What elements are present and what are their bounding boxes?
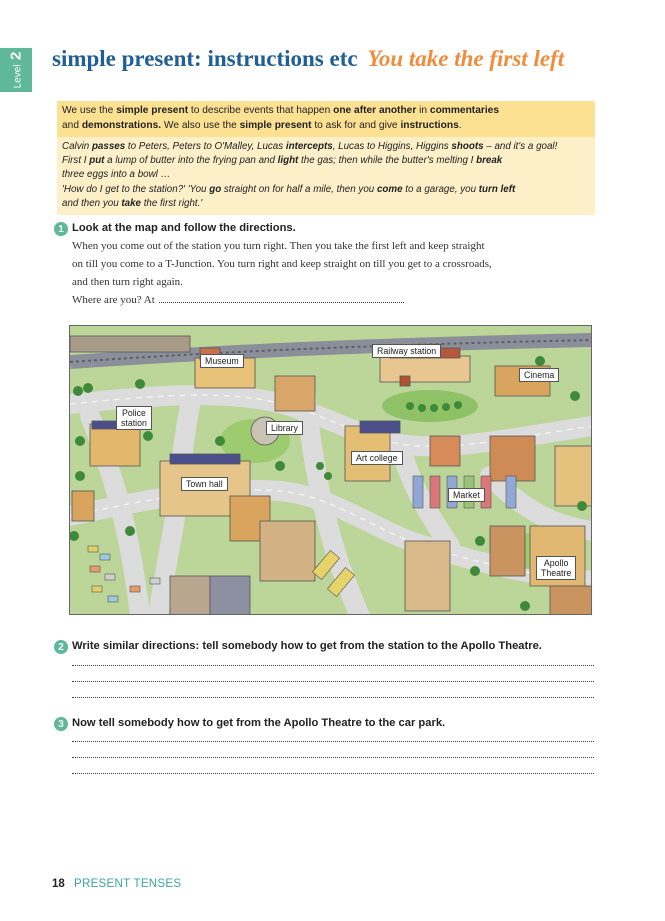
exercise-1-line: When you come out of the station you turn right. Then you take the first left and keep straight [72,240,485,252]
level-tab [0,48,32,92]
exercise-3-title: Now tell somebody how to get from the Apollo Theatre to the car park. [72,717,446,729]
text-run: to describe events that happen [188,105,334,116]
rule-line-1 [62,104,590,119]
emphasis-text: one after another [333,105,417,116]
text-run: and then you [62,197,122,209]
map-illustration [70,326,592,615]
answer-line[interactable] [72,772,594,774]
emphasis-text: demonstrations. [81,119,162,131]
exercise-1-number: 1 [54,222,68,236]
map-label-market: Market [448,488,485,502]
emphasis-text: put [89,155,105,167]
emphasis-text: come [376,183,403,195]
section-name: PRESENT TENSES [74,878,182,890]
text-run: a lump of butter into the frying pan and [104,155,278,167]
emphasis-text: turn left [478,183,516,195]
exercise-1-line: on till you come to a T-Junction. You turn right and keep straight on till you get to a crossroads, [72,258,492,271]
exercise-1-instructions [72,237,602,292]
text-run: Calvin [62,141,92,152]
text-run: to a garage, you [402,183,479,195]
answer-line[interactable] [72,664,594,666]
map-label-town-hall: Town hall [181,477,228,491]
emphasis-text: instructions [400,119,459,131]
text-run: 'How do I get to the station?' 'You [62,183,210,195]
text-run: in [416,105,430,116]
title-subtitle: You take the first left [367,46,565,71]
answer-blank[interactable] [159,294,404,303]
text-run: the first right.' [140,197,203,209]
map-label-library: Library [266,421,303,435]
example-line [62,154,590,168]
rule-examples [57,137,595,215]
police-label-line: station [121,418,147,428]
text-run: the gas; then while the butter's melting I [298,155,477,167]
text-run: three eggs into a bowl … [62,169,171,181]
answer-line[interactable] [72,740,594,742]
emphasis-text: break [476,155,503,167]
grammar-rule-box [57,101,595,215]
rule-explanation [57,101,595,137]
map-label-railway-station: Railway station [372,344,441,358]
map-label-apollo-theatre [536,556,576,580]
level-number: 2 [7,51,25,60]
map-label-museum: Museum [200,354,244,368]
answer-line[interactable] [72,696,594,698]
text-run: We also use the [161,119,240,131]
map-label-police-station [116,406,152,430]
map-label-art-college: Art college [351,451,403,465]
emphasis-text: shoots [451,141,484,152]
answer-line[interactable] [72,680,594,682]
text-run: to ask for and give [311,119,401,131]
example-line [62,183,590,197]
exercise-1-title: Look at the map and follow the directions. [72,222,296,234]
exercise-3-number: 3 [54,717,68,731]
town-map [69,325,592,615]
example-line [62,168,590,182]
title-main: simple present: instructions etc [52,46,358,71]
exercise-2-title: Write similar directions: tell somebody how to get from the station to the Apollo Theatre. [72,640,542,652]
page-number: 18 [52,878,65,890]
emphasis-text: take [121,197,141,209]
example-line [62,197,590,211]
exercise-1-question [72,294,404,306]
where-question: Where are you? At [72,294,155,306]
emphasis-text: intercepts [285,141,333,152]
text-run: – and it's a goal! [483,141,558,152]
police-label-line: Police [121,408,146,418]
answer-line[interactable] [72,756,594,758]
emphasis-text: light [277,155,299,167]
text-run: We use the [62,105,117,116]
emphasis-text: simple present [239,119,312,131]
emphasis-text: simple present [116,105,189,116]
text-run: , Lucas to Higgins, Higgins [332,141,452,152]
map-label-cinema: Cinema [519,368,559,382]
rule-line-2 [62,119,590,134]
text-run: First I [62,155,90,167]
page-title [52,46,564,72]
apollo-label-line: Theatre [541,568,572,578]
text-run: to Peters, Peters to O'Malley, Lucas [125,141,286,152]
emphasis-text: passes [91,141,126,152]
example-line [62,140,590,154]
text-run: . [458,119,462,131]
emphasis-text: commentaries [429,105,499,116]
emphasis-text: go [209,183,222,195]
text-run: straight on for half a mile, then you [221,183,377,195]
apollo-label-line: Apollo [543,558,569,568]
exercise-2-number: 2 [54,640,68,654]
exercise-1-line: and then turn right again. [72,276,183,289]
level-word: Level [12,64,24,89]
text-run: and [62,119,82,131]
page-footer [52,878,181,890]
